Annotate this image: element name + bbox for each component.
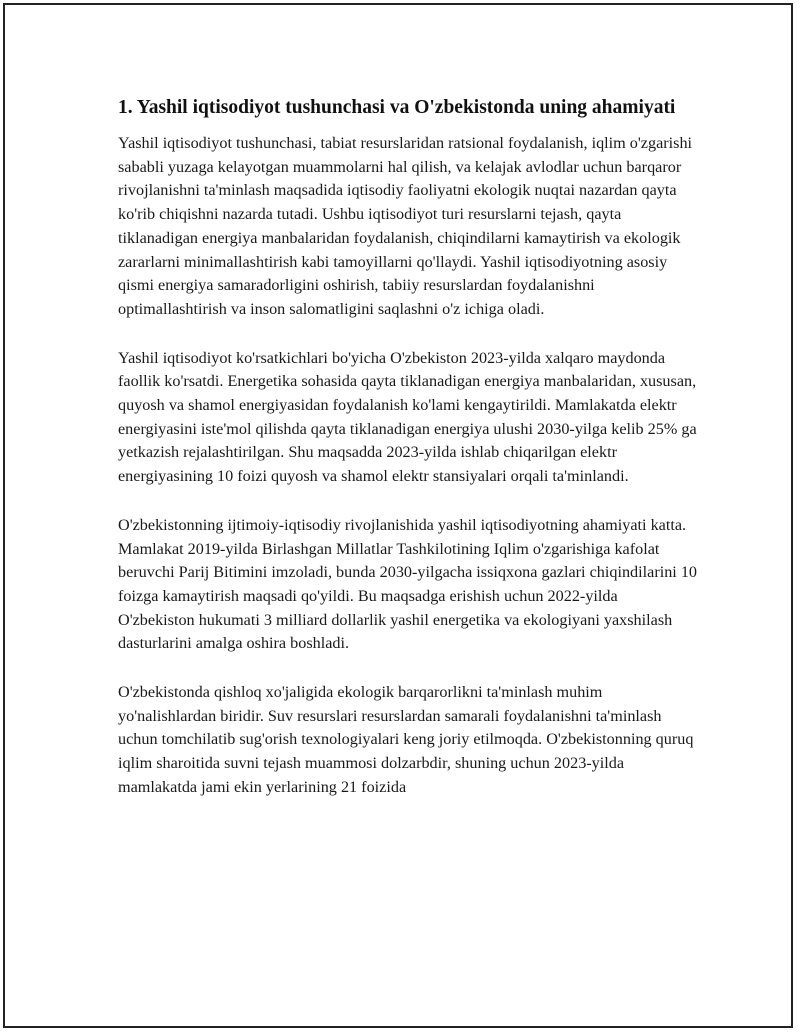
document-body xyxy=(118,94,698,825)
paragraph-socio-economic-importance: O'zbekistonning ijtimoiy-iqtisodiy rivojlanishida yashil iqtisodiyotning ahamiyati katta. Mamlakat 2019-yilda Birlashgan Millatlar Tashkilotining Iqlim o'zgarishiga kafolat beruvchi Parij Bitimini imzoladi, bunda 2030-yilgacha issiqxona gazlari chiqindilarini 10 foizga kamaytirish maqsadi qo'yildi. Bu maqsadga erishish uchun 2022-yilda O'zbekiston hukumati 3 milliard dollarlik yashil energetika va ekologiyani yaxshilash dasturlarini amalga oshira boshladi. xyxy=(118,515,698,653)
paragraph-agriculture-sustainability: O'zbekistonda qishloq xo'jaligida ekologik barqarorlikni ta'minlash muhim yo'nalishlardan biridir. Suv resurslari resurslardan samarali foydalanishni ta'minlash uchun tomchilatib sug'orish texnologiyalari keng joriy etilmoqda. O'zbekistonning quruq iqlim sharoitida suvni tejash muammosi dolzarbdir, shuning uchun 2023-yilda mamlakatda jami ekin yerlarining 21 foizida xyxy=(118,683,694,796)
section-heading: 1. Yashil iqtisodiyot tushunchasi va O'zbekistonda uning ahamiyati xyxy=(118,97,676,118)
paragraph-green-economy-concept: Yashil iqtisodiyot tushunchasi, tabiat resurslaridan ratsional foydalanish, iqlim o'zgarishi sababli yuzaga kelayotgan muammolarni hal qilish, va kelajak avlodlar uchun barqaror rivojlanishni ta'minlash maqsadida iqtisodiy faoliyatni ekologik nuqtai nazardan qayta ko'rib chiqishni nazarda tutadi. Ushbu iqtisodiyot turi resurslarni tejash, qayta tiklanadigan energiya manbalaridan foydalanish, chiqindilarni kamaytirish va ekologik zararlarni minimallashtirish kabi tamoyillarni qo'llaydi. Yashil iqtisodiyotning asosiy qismi energiya samaradorligini oshirish, tabiiy resurslardan foydalanishni optimallashtirish va inson salomatligini saqlashni o'z ichiga oladi. xyxy=(118,134,693,318)
paragraph-uzbekistan-indicators: Yashil iqtisodiyot ko'rsatkichlari bo'yicha O'zbekiston 2023-yilda xalqaro maydonda faollik ko'rsatdi. Energetika sohasida qayta tiklanadigan energiya manbalaridan, xususan, quyosh va shamol energiyasidan foydalanish ko'lami kengaytirildi. Mamlakatda elektr energiyasini iste'mol qilishda qayta tiklanadigan energiya ulushi 2030-yilga kelib 25% ga yetkazish rejalashtirilgan. Shu maqsadda 2023-yilda ishlab chiqarilgan elektr energiyasining 10 foizi quyosh va shamol elektr stansiyalari orqali ta'minlandi. xyxy=(118,348,697,486)
